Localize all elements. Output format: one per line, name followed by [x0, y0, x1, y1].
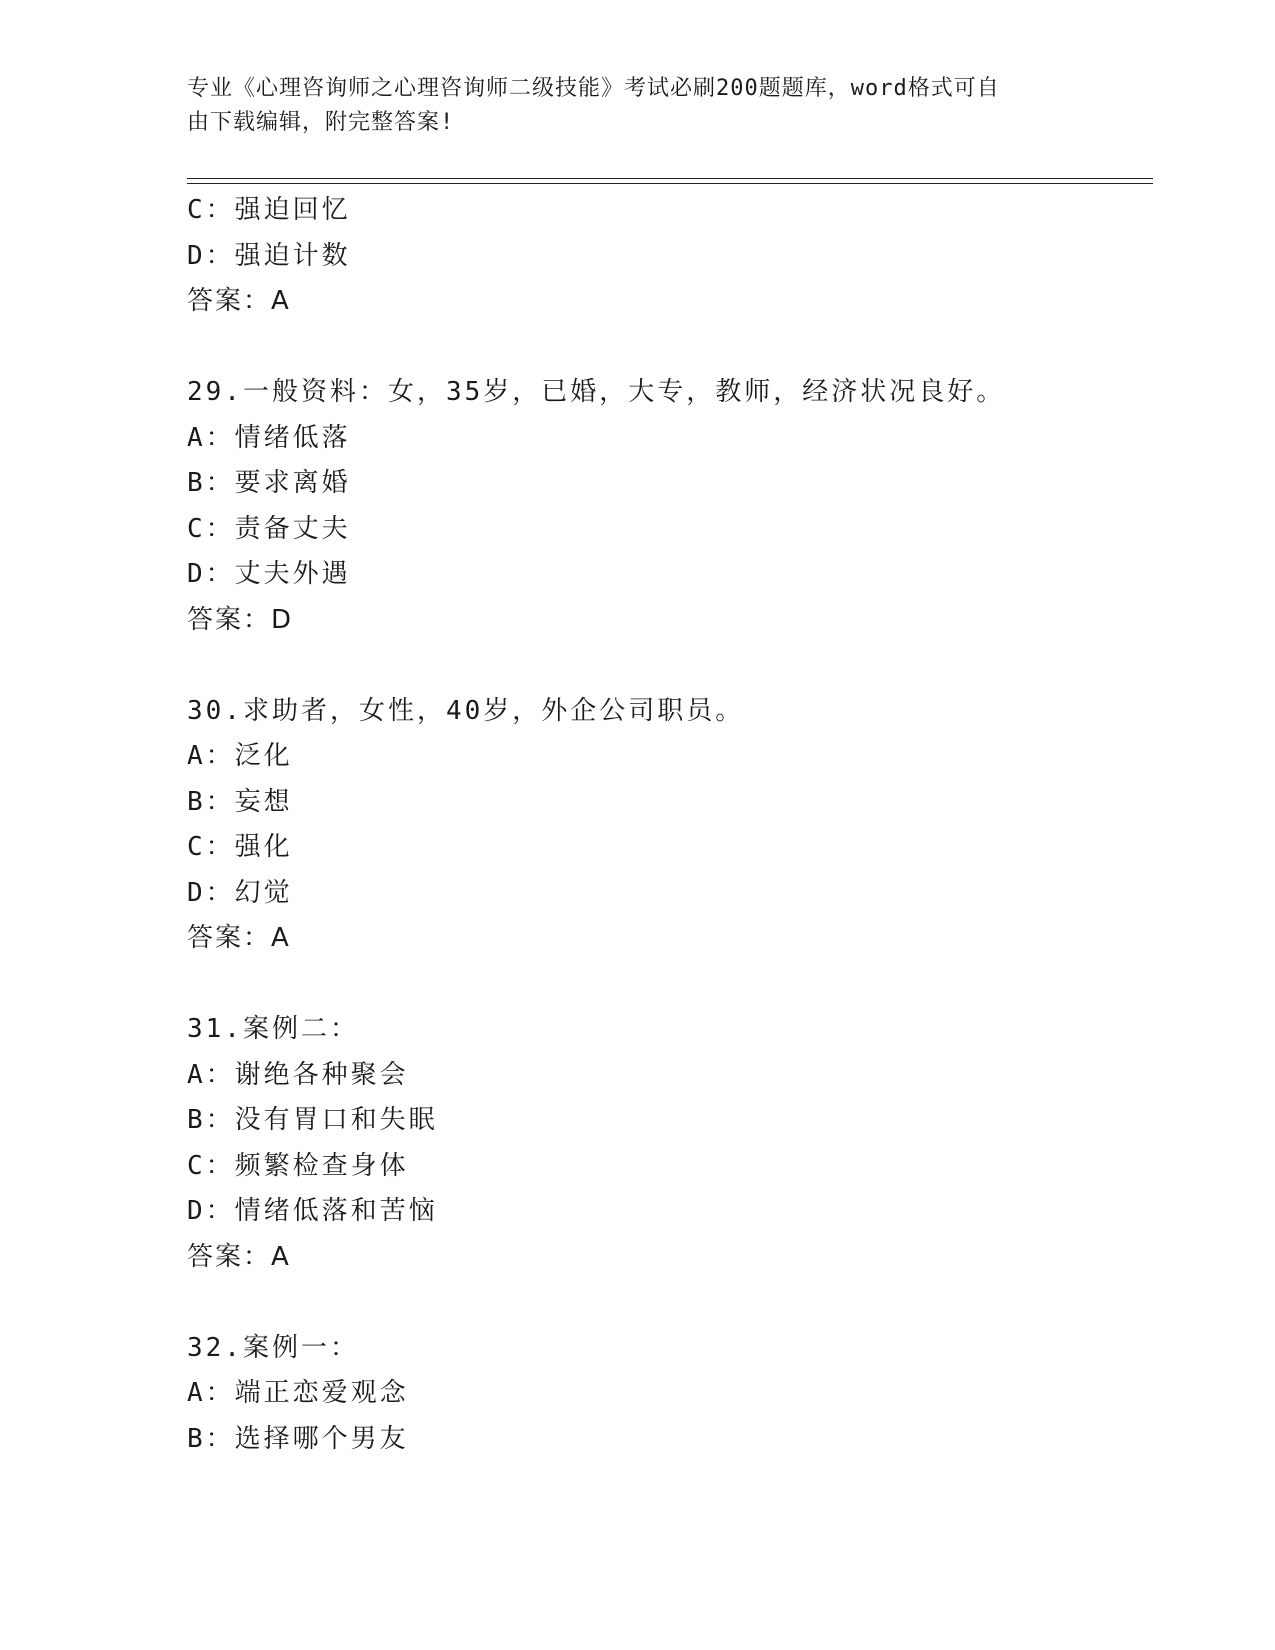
option-b: B：没有胃口和失眠	[187, 1105, 438, 1135]
question-list	[187, 188, 1147, 1462]
option-b: B：妄想	[187, 786, 293, 817]
option-d: D：幻觉	[187, 877, 293, 908]
header-line-2: 由下载编辑，附完整答案!	[187, 110, 455, 135]
header-divider-top	[187, 178, 1153, 179]
question-stem: 32.案例一：	[187, 1332, 359, 1363]
header-divider-bottom	[187, 183, 1153, 184]
question-stem: 31.案例二：	[187, 1014, 359, 1044]
document-header	[187, 72, 1067, 140]
option-b: B：选择哪个男友	[187, 1423, 409, 1454]
option-a: A：泛化	[187, 741, 293, 771]
spacer	[187, 325, 1147, 371]
question-stem: 29.一般资料：女，35岁，已婚，大专，教师，经济状况良好。	[187, 377, 1006, 407]
option-d: D：情绪低落和苦恼	[187, 1196, 438, 1226]
option-a: A：端正恋爱观念	[187, 1378, 409, 1408]
answer: 答案：A	[187, 923, 291, 953]
option-b: B：要求离婚	[187, 468, 351, 498]
option-d: D：强迫计数	[187, 240, 351, 271]
option-c: C：频繁检查身体	[187, 1150, 409, 1181]
option-c: C：责备丈夫	[187, 513, 351, 544]
answer: 答案：A	[187, 1241, 291, 1272]
spacer	[187, 1280, 1147, 1326]
header-line-1: 专业《心理咨询师之心理咨询师二级技能》考试必刷200题题库，word格式可自	[187, 76, 1000, 101]
option-c: C：强迫回忆	[187, 195, 351, 225]
spacer	[187, 962, 1147, 1008]
answer: 答案：D	[187, 604, 294, 635]
question-stem: 30.求助者，女性，40岁，外企公司职员。	[187, 695, 745, 726]
option-a: A：情绪低落	[187, 422, 351, 453]
option-c: C：强化	[187, 832, 293, 862]
answer: 答案：A	[187, 286, 291, 316]
option-a: A：谢绝各种聚会	[187, 1059, 409, 1090]
spacer	[187, 643, 1147, 689]
option-d: D：丈夫外遇	[187, 559, 351, 589]
